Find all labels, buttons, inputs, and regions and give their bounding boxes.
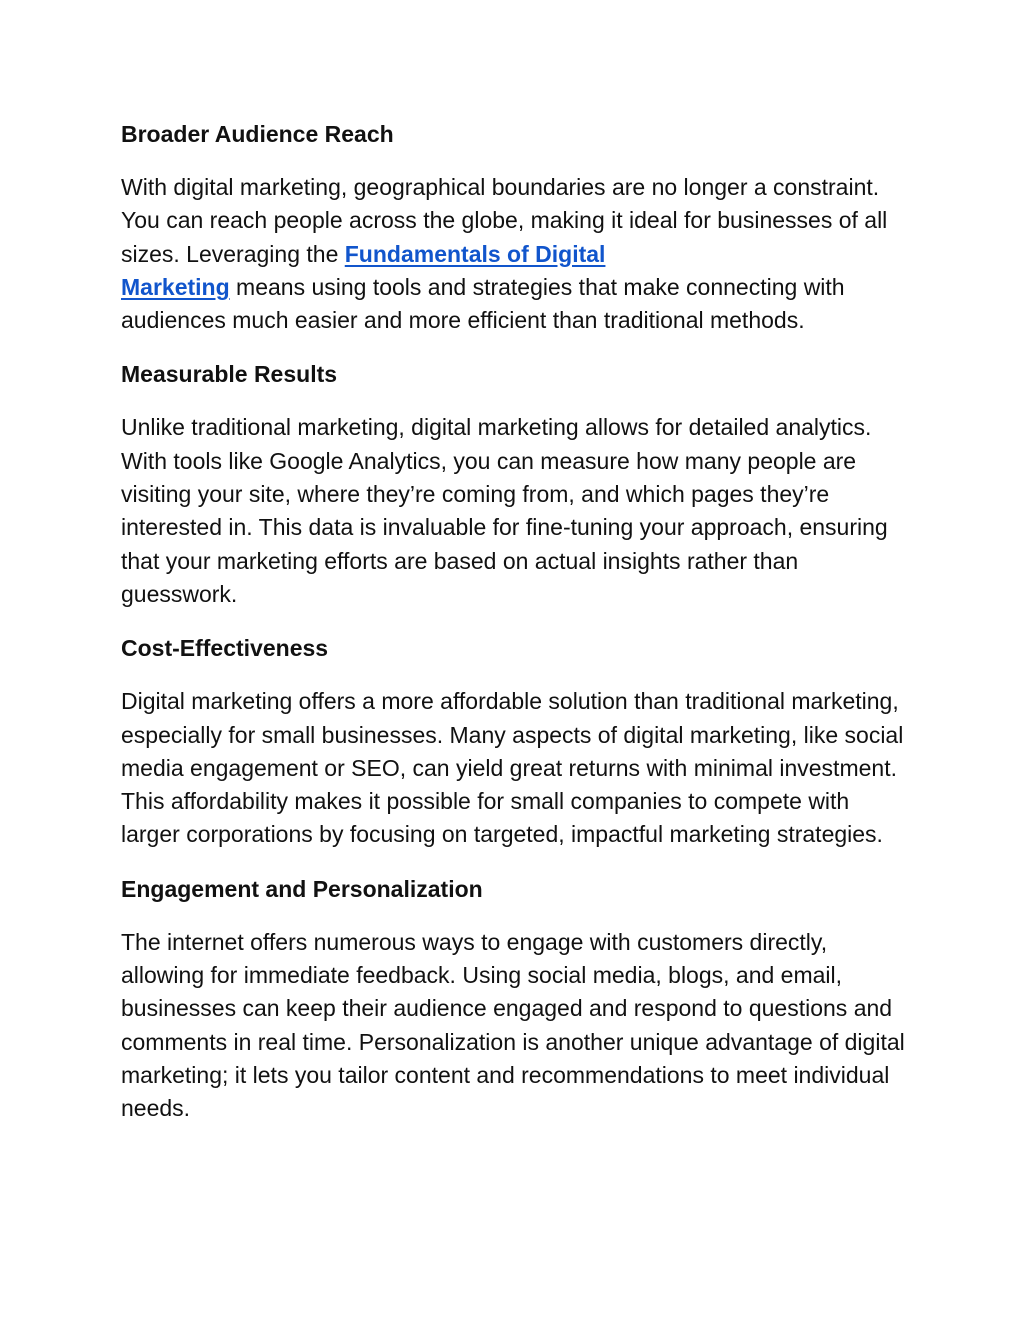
section-body-measurable-results: Unlike traditional marketing, digital marketing allows for detailed analytics. With tools like Google Analytics, you can measure how many people are visiting your site, where they’re coming from, and which pages they’re interested in. This data is invaluable for fine-tuning your approach, ensuring that your marketing efforts are based on actual insights rather than guesswork.: [121, 414, 888, 607]
section-heading-broader-audience-reach: Broader Audience Reach: [121, 121, 394, 147]
section-body-cost-effectiveness: Digital marketing offers a more affordable solution than traditional marketing, especially for small businesses. Many aspects of digital marketing, like social media engagement or SEO, can yield great returns with minimal investment. This affordability makes it possible for small companies to compete with larger corporations by focusing on targeted, impactful marketing strategies.: [121, 688, 904, 848]
section-heading-engagement-and-personalization: Engagement and Personalization: [121, 875, 483, 902]
section-body-broader-audience-reach: [121, 171, 911, 337]
section-heading-cost-effectiveness: Cost-Effectiveness: [121, 635, 329, 662]
section-body-engagement-and-personalization: The internet offers numerous ways to engage with customers directly, allowing for immediate feedback. Using social media, blogs, and email, businesses can keep their audience engaged and respond to questions and comments in real time. Personalization is another unique advantage of digital marketing; it lets you tailor content and recommendations to meet individual needs.: [121, 928, 905, 1122]
link-text-line-2: Marketing: [121, 273, 230, 300]
section-heading-measurable-results: Measurable Results: [121, 361, 338, 388]
link-text-line-1: Fundamentals of Digital: [344, 240, 606, 267]
body-text-before-link: With digital marketing, geographical boundaries are no longer a constraint. You can reach people across the globe, making it ideal for businesses of all sizes. Leveraging the: [121, 174, 888, 267]
body-text-after-link: means using tools and strategies that make connecting with audiences much easier and more efficient than traditional methods.: [121, 273, 845, 334]
document-page: [121, 118, 911, 1126]
